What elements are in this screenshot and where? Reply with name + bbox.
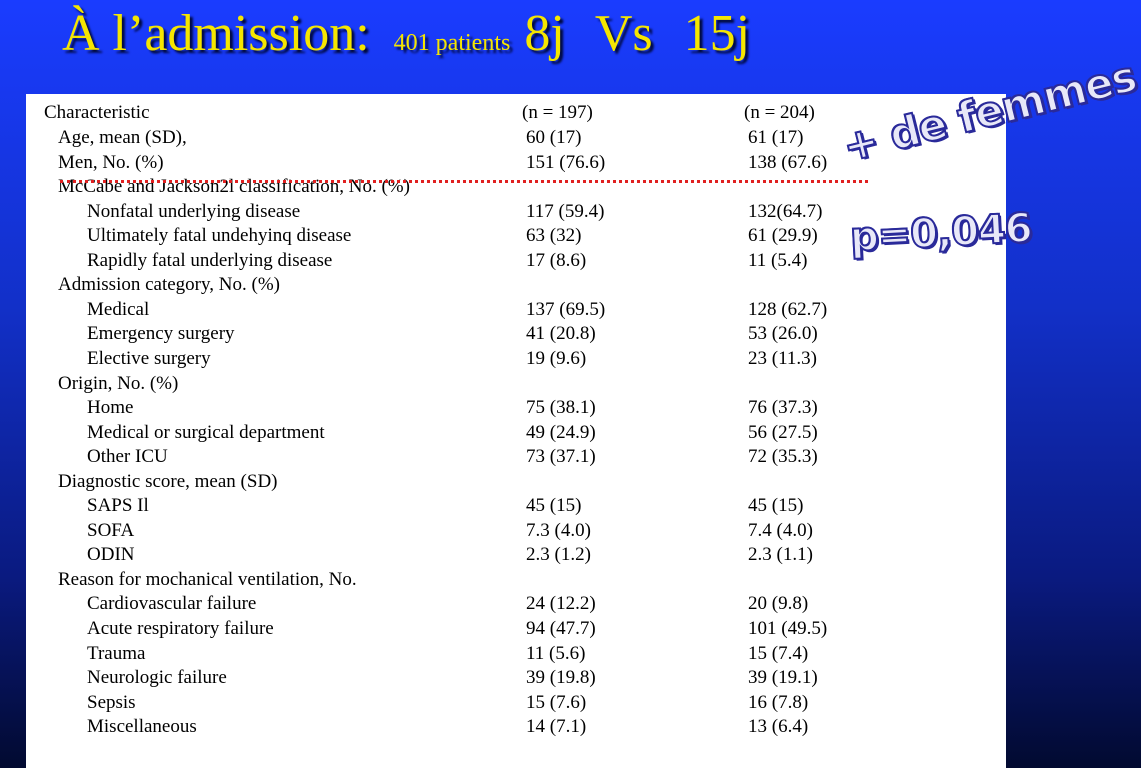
row-label: Trauma	[87, 642, 146, 664]
row-value-group1: 11 (5.6)	[526, 642, 586, 664]
header-group1: (n = 197)	[522, 102, 593, 123]
title-patient-count: 401 patients	[393, 30, 511, 56]
row-value-group2: 15 (7.4)	[748, 642, 809, 664]
row-label: Cardiovascular failure	[87, 593, 257, 615]
row-value-group1: 19 (9.6)	[526, 347, 587, 369]
row-value-group2: 138 (67.6)	[748, 151, 828, 173]
slide-title	[62, 4, 750, 84]
row-value-group2: 132(64.7)	[748, 200, 823, 222]
row-value-group1: 24 (12.2)	[526, 593, 596, 615]
row-label: Ultimately fatal undehyinq disease	[87, 225, 352, 247]
annotation-more-women: + de femmes	[838, 51, 1141, 172]
row-label: Reason for mochanical ventilation, No.	[58, 568, 357, 590]
row-label: Diagnostic score, mean (SD)	[58, 470, 278, 492]
annotation-pvalue: p=0,046	[848, 205, 1033, 261]
row-value-group2: 76 (37.3)	[748, 397, 818, 419]
row-label: Miscellaneous	[87, 716, 197, 738]
row-value-group1: 14 (7.1)	[526, 716, 587, 738]
row-value-group2: 20 (9.8)	[748, 593, 809, 615]
row-label: Admission category, No. (%)	[58, 274, 280, 296]
row-label: Men, No. (%)	[58, 151, 164, 173]
row-value-group2: 72 (35.3)	[748, 446, 818, 468]
row-label: Home	[87, 397, 134, 419]
row-value-group1: 45 (15)	[526, 495, 582, 517]
row-value-group1: 15 (7.6)	[526, 691, 587, 713]
row-value-group1: 137 (69.5)	[526, 298, 606, 320]
row-label: McCabe and Jackson2l classification, No. (%)	[58, 176, 410, 198]
row-label: Age, mean (SD),	[58, 127, 187, 148]
row-value-group1: 49 (24.9)	[526, 421, 596, 443]
row-label: SAPS Il	[87, 495, 149, 517]
row-value-group1: 7.3 (4.0)	[526, 519, 591, 541]
row-value-group1: 75 (38.1)	[526, 397, 596, 419]
highlight-dotted-line	[60, 180, 868, 183]
table-panel	[26, 94, 1006, 768]
row-label: ODIN	[87, 544, 135, 566]
row-label: Emergency surgery	[87, 323, 235, 345]
row-value-group2: 56 (27.5)	[748, 421, 818, 443]
row-value-group2: 11 (5.4)	[748, 249, 808, 271]
row-label: Elective surgery	[87, 347, 211, 369]
row-value-group2: 53 (26.0)	[748, 323, 818, 345]
row-label: Neurologic failure	[87, 667, 227, 689]
row-value-group2: 101 (49.5)	[748, 618, 828, 639]
row-label: Medical	[87, 298, 150, 320]
row-value-group1: 2.3 (1.2)	[526, 544, 591, 566]
header-characteristic: Characteristic	[44, 102, 150, 123]
row-value-group2: 13 (6.4)	[748, 716, 809, 738]
row-value-group2: 61 (17)	[748, 127, 804, 148]
row-label: Rapidly fatal underlying disease	[87, 249, 333, 271]
row-label: Acute respiratory failure	[87, 618, 274, 639]
header-group2: (n = 204)	[744, 102, 815, 123]
title-comparison: 8j Vs 15j	[524, 5, 751, 62]
row-label: Medical or surgical department	[87, 421, 325, 443]
row-value-group2: 7.4 (4.0)	[748, 519, 813, 541]
row-value-group1: 39 (19.8)	[526, 667, 596, 689]
row-value-group1: 94 (47.7)	[526, 618, 596, 639]
row-value-group1: 63 (32)	[526, 225, 582, 247]
row-label: Nonfatal underlying disease	[87, 200, 301, 222]
row-value-group2: 128 (62.7)	[748, 298, 828, 320]
row-value-group2: 39 (19.1)	[748, 667, 818, 689]
row-value-group2: 61 (29.9)	[748, 225, 818, 247]
row-value-group1: 60 (17)	[526, 127, 582, 148]
row-value-group1: 151 (76.6)	[526, 151, 606, 173]
row-value-group1: 117 (59.4)	[526, 200, 605, 222]
row-value-group2: 2.3 (1.1)	[748, 544, 813, 566]
row-label: Other ICU	[87, 446, 168, 468]
row-value-group1: 73 (37.1)	[526, 446, 596, 468]
row-value-group2: 45 (15)	[748, 495, 804, 517]
row-value-group1: 41 (20.8)	[526, 323, 596, 345]
title-main: À l’admission:	[62, 5, 370, 62]
row-label: Sepsis	[87, 691, 136, 713]
row-value-group1: 17 (8.6)	[526, 249, 587, 271]
row-label: Origin, No. (%)	[58, 372, 179, 394]
row-label: SOFA	[87, 519, 135, 541]
row-value-group2: 23 (11.3)	[748, 347, 817, 369]
row-value-group2: 16 (7.8)	[748, 691, 809, 713]
